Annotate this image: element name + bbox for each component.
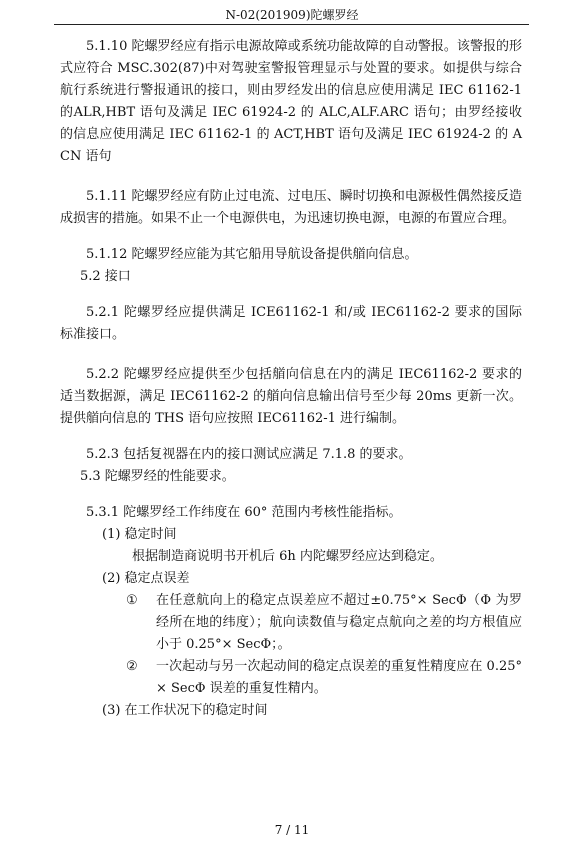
paragraph-5-1-11: 5.1.11 陀螺罗经应有防止过电流、过电压、瞬时切换和电源极性偶然接反造成损害的措施。如果不止一个电源供电，为迅速切换电源，电源的布置应合理。: [60, 189, 522, 226]
paragraph-5-1-10: 5.1.10 陀螺罗经应有指示电源故障或系统功能故障的自动警报。该警报的形式应符合 MSC.302(87)中对驾驶室警报管理显示与处置的要求。如提供与综合航行系统进行警报通讯的接口，则由罗经发出的信息应使用满足 IEC 61162-1 的ALR,HBT 语句及满足 IEC 61924-2 的 ALC,ALF.ARC 语句；由罗经接收的信息应使用满足 IEC 61162-1 的 ACT,HBT 语句及满足 IEC 61924-2 的 ACN 语句: [60, 39, 522, 164]
item-2-subitem-2: [60, 656, 522, 700]
paragraph-5-1-12: 5.1.12 陀螺罗经应能为其它船用导航设备提供艏向信息。: [86, 247, 418, 262]
page-header: N-02(201909)陀螺罗经: [225, 8, 359, 22]
section-heading-5-3: 5.3 陀螺罗经的性能要求。: [80, 469, 235, 484]
item-2-subitem-2-text: 一次起动与另一次起动间的稳定点误差的重复性精度应在 0.25°× SecΦ 误差的重复性精内。: [156, 659, 522, 696]
section-heading-5-2: 5.2 接口: [80, 269, 131, 284]
paragraph-5-2-2: 5.2.2 陀螺罗经应提供至少包括艏向信息在内的满足 IEC61162-2 要求的适当数据源，满足 IEC61162-2 的艏向信息输出信号至少每 20ms 更新一次。提供艏向信息的 THS 语句应按照 IEC61162-1 进行编制。: [60, 367, 522, 426]
circled-number-2: ②: [126, 659, 138, 674]
paragraph-5-3-1: 5.3.1 陀螺罗经工作纬度在 60° 范围内考核性能指标。: [86, 505, 402, 520]
item-1-label: (1) 稳定时间: [102, 527, 177, 542]
item-2-subitem-1: [60, 590, 522, 656]
paragraph-5-2-3: 5.2.3 包括复视器在内的接口测试应满足 7.1.8 的要求。: [86, 447, 412, 462]
document-body: [60, 36, 522, 722]
page-number: 7 / 11: [274, 823, 310, 837]
item-2-subitem-1-text: 在任意航向上的稳定点误差应不超过±0.75°× SecΦ（Φ 为罗经所在地的纬度）；航向读数值与稳定点航向之差的均方根值应小于 0.25°× SecΦ；。: [156, 593, 522, 652]
header-rule: [54, 24, 529, 25]
item-3-label: (3) 在工作状况下的稳定时间: [102, 703, 268, 718]
circled-number-1: ①: [126, 593, 138, 608]
paragraph-5-2-1: 5.2.1 陀螺罗经应提供满足 ICE61162-1 和/或 IEC61162-2 要求的国际标准接口。: [60, 305, 522, 342]
item-2-label: (2) 稳定点误差: [102, 571, 190, 586]
item-1-description: 根据制造商说明书开机后 6h 内陀螺罗经应达到稳定。: [132, 549, 443, 564]
